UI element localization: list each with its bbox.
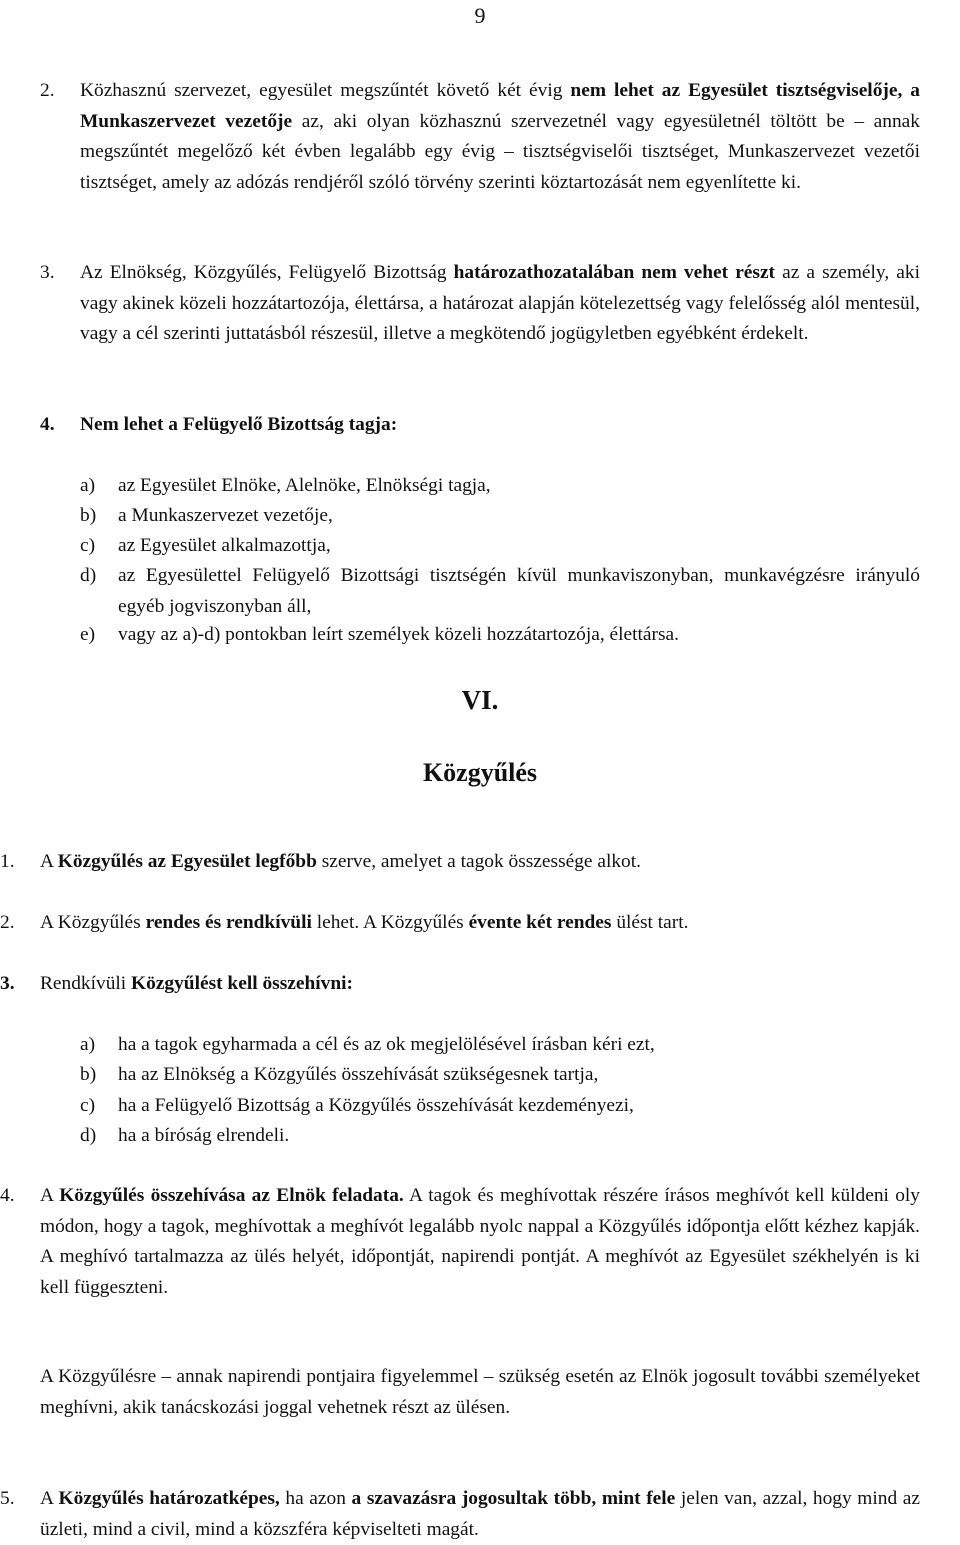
bold-run: Közgyűlés összehívása az Elnök feladata. <box>59 1185 404 1206</box>
text-run: ülést tart. <box>611 912 689 933</box>
kozgyules-3-number: 3. <box>0 973 15 994</box>
kozgyules-2-text <box>40 908 920 939</box>
section-4-number: 4. <box>40 414 55 435</box>
text-run: Az Elnökség, Közgyűlés, Felügyelő Bizottság <box>80 262 454 283</box>
list-item <box>80 620 920 651</box>
bold-run: rendes és rendkívüli <box>145 912 312 933</box>
list-item <box>80 1091 920 1122</box>
section-3-number: 3. <box>40 262 55 283</box>
text-run: jelen van, azzal, hogy mind az üzleti, mind a civil, mind a közszféra képviselteti magát. <box>40 1488 920 1540</box>
list-item-label: b) <box>80 1064 97 1085</box>
kozgyules-4-text <box>40 1181 920 1303</box>
bold-run: évente két rendes <box>468 912 612 933</box>
kozgyules-2-number: 2. <box>0 912 15 933</box>
list-item-text: ha az Elnökség a Közgyűlés összehívását szükségesnek tartja, <box>118 1064 599 1085</box>
kozgyules-4-number: 4. <box>0 1185 15 1206</box>
kozgyules-5-number: 5. <box>0 1488 15 1509</box>
section-3-text <box>80 258 920 350</box>
text-run: Közhasznú szervezet, egyesület megszűntét követő két évig <box>80 80 571 101</box>
list-item-label: d) <box>80 565 97 586</box>
section-4-title: Nem lehet a Felügyelő Bizottság tagja: <box>80 414 398 435</box>
list-item-text: az Egyesülettel Felügyelő Bizottsági tisztségén kívül munkaviszonyban, munkavégzésre irányuló egyéb jogviszonyban áll, <box>118 565 920 617</box>
page-number: 9 <box>474 3 486 28</box>
text-run: A <box>40 1185 60 1206</box>
list-item-label: a) <box>80 475 96 496</box>
list-item-label: d) <box>80 1125 97 1146</box>
kozgyules-4-paragraph-2: A Közgyűlésre – annak napirendi pontjaira figyelemmel – szükség esetén az Elnök jogosult további személyeket meghívni, akik tanácskozási joggal vehetnek részt az ülésen. <box>40 1366 920 1418</box>
kozgyules-1-number: 1. <box>0 851 15 872</box>
list-item-text: ha a bíróság elrendeli. <box>118 1125 290 1146</box>
kozgyules-2 <box>0 908 920 939</box>
list-item-text: ha a tagok egyharmada a cél és az ok megjelölésével írásban kéri ezt, <box>118 1034 655 1055</box>
text-run: ha azon <box>279 1488 352 1509</box>
bold-run: Közgyűlést kell összehívni: <box>131 973 353 994</box>
bold-run: Közgyűlés határozatképes, <box>58 1488 280 1509</box>
text-run: szerve, amelyet a tagok összessége alkot. <box>316 851 641 872</box>
kozgyules-5 <box>0 1484 920 1545</box>
kozgyules-3 <box>0 969 920 1000</box>
chapter-number: VI. <box>461 685 499 715</box>
list-item-text: az Egyesület Elnöke, Alelnöke, Elnökségi tagja, <box>118 475 491 496</box>
list-item-label: b) <box>80 505 97 526</box>
bold-run: nem lehet az Egyesület tisztségviselője, a Munkaszervezet vezetője <box>80 80 920 132</box>
list-item-text: a Munkaszervezet vezetője, <box>118 505 333 526</box>
section-4-heading <box>40 410 920 441</box>
list-item <box>80 471 920 502</box>
list-item-label: a) <box>80 1034 96 1055</box>
text-run: az, aki olyan közhasznú szervezetnél vagy egyesületnél töltött be – annak megszűntét megelőző két évben legalább egy évig – tisztségviselői tisztséget, Munkaszervezet vezetői tisztséget, amely az adózás rendjéről szóló törvény szerinti köztartozását nem egyenlítette ki. <box>80 110 920 193</box>
kozgyules-1-text <box>40 847 920 878</box>
list-item <box>80 501 920 532</box>
text-run: A Közgyűlés <box>40 912 146 933</box>
list-item-text: vagy az a)-d) pontokban leírt személyek közeli hozzátartozója, élettársa. <box>118 624 679 645</box>
kozgyules-4 <box>0 1181 920 1303</box>
kozgyules-5-text <box>40 1484 920 1545</box>
list-item-label: e) <box>80 624 96 645</box>
text-run: A <box>40 851 58 872</box>
list-item-text: ha a Felügyelő Bizottság a Közgyűlés összehívását kezdeményezi, <box>118 1095 634 1116</box>
bold-run: határozathozatalában nem vehet részt <box>453 262 776 283</box>
section-2-number: 2. <box>40 80 55 101</box>
list-item-label: c) <box>80 1095 96 1116</box>
bold-run: Közgyűlés az Egyesület legfőbb <box>57 851 317 872</box>
list-item <box>80 531 920 562</box>
bold-run: a szavazásra jogosultak több, mint fele <box>351 1488 676 1509</box>
text-run: lehet. A Közgyűlés <box>311 912 469 933</box>
list-item-text: az Egyesület alkalmazottja, <box>118 535 331 556</box>
section-3 <box>40 258 920 350</box>
text-run: Rendkívüli <box>40 973 132 994</box>
list-item <box>80 1060 920 1091</box>
text-run: A tagok és meghívottak részére írásos meghívót kell küldeni oly módon, hogy a tagok, meghívottak a meghívót legalább nyolc nappal a Közgyűlés időpontja előtt kézhez kapják. A meghívó tartalmazza az ülés helyét, időpontját, napirendi pontját. A meghívót az Egyesület székhelyén is ki kell függeszteni. <box>40 1185 920 1298</box>
list-item <box>80 1121 920 1152</box>
section-2-text <box>80 76 920 198</box>
kozgyules-3-text <box>40 969 920 1000</box>
section-2 <box>40 76 920 198</box>
text-run: A <box>40 1488 59 1509</box>
chapter-title: Közgyűlés <box>422 758 538 787</box>
list-item-label: c) <box>80 535 96 556</box>
list-item <box>80 561 920 622</box>
kozgyules-1 <box>0 847 920 878</box>
list-item <box>80 1030 920 1061</box>
text-run: az a személy, aki vagy akinek közeli hozzátartozója, élettársa, a határozat alapján kötelezettség vagy felelősség alól mentesül, vagy a cél szerinti juttatásból részesül, illetve a megkötendő jogügyletben egyébként érdekelt. <box>80 262 920 345</box>
